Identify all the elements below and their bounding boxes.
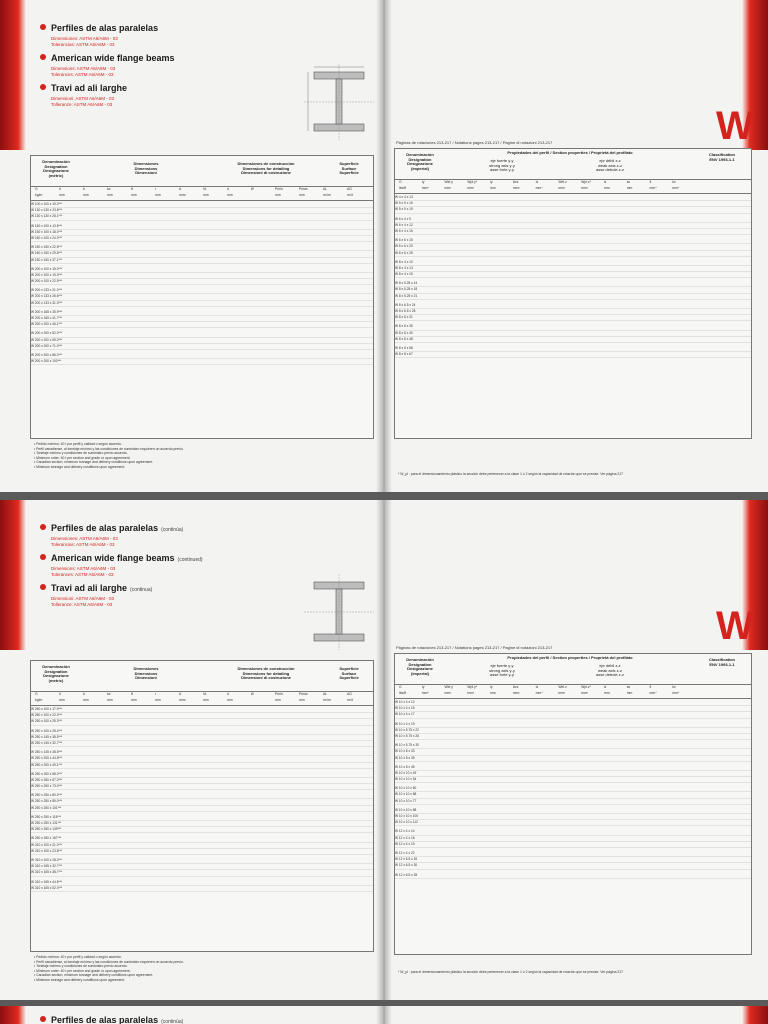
table-row: W 250 x 200 x 58.0*** [31,772,373,778]
table-row: W 250 x 145 x 32.7*** [31,741,373,747]
column-unit: mm [227,193,233,197]
column-symbol: Ø [251,692,254,696]
column-unit: mm [227,698,233,702]
column-unit: m²/m [323,193,331,197]
column-unit: mm [203,193,209,197]
table-row: W 10 x 10 x 112 [395,820,751,826]
table-row: W 12 x 4 x 16 [395,836,751,842]
table-row: W 8 x 8 x 67 [395,352,751,358]
column-unit: m²/t [347,698,353,702]
column-unit: mm [59,698,65,702]
table-row: W 6 x 4 x 9 [395,217,751,223]
table-row: W 250 x 250 x 73.0*** [31,784,373,790]
table-row: W 12 x 6.5 x 26 [395,857,751,863]
heading-american: American wide flange beams Dimensions: ASTM A6/A6M - 03 Tolerances: ASTM A6/A6M - 03 [40,48,175,78]
table-row: W 310 x 165 x 52.0*** [31,886,373,892]
column-symbol: Avz [512,685,519,689]
table-row: W 8 x 8 x 40 [395,331,751,337]
column-symbol: d [227,187,229,191]
column-unit: mm [83,698,89,702]
table-row: W 310 x 165 x 32.7*** [31,864,373,870]
table-row: W 5 x 5 x 16 [395,201,751,207]
red-edge-band [0,0,26,150]
symbol-header-row [395,179,751,194]
column-symbol: h1 [203,187,207,191]
column-symbol: iy [490,180,493,184]
table-row: W 250 x 250 x 115*** [31,815,373,821]
column-symbol: b [83,187,85,191]
table-row: W 250 x 250 x 89.0*** [31,799,373,805]
column-unit: mm [299,698,305,702]
table-row: W 250 x 145 x 38.5*** [31,750,373,756]
table-row: W 10 x 8 x 33 [395,749,751,755]
catalog-spread-3 [0,1006,768,1024]
table-row: W 8 x 5.25 x 18 [395,287,751,293]
column-symbol: Ø [251,187,254,191]
table-row: W 10 x 5.75 x 26 [395,734,751,740]
column-unit: kg/m [35,193,43,197]
column-unit: mm [155,193,161,197]
table-row: W 150 x 100 x 18.0*** [31,230,373,236]
heading-perfiles: Perfiles de alas paralelas Dimensiones: ASTM A6/A6M - 03 Tolerancias: ASTM A6/A6M - 03 [40,18,158,48]
footnote-line: • Minimum order: 40 t per section and grade or upon agreement. [34,455,131,460]
table-row: W 10 x 10 x 68 [395,792,751,798]
table-row: W 10 x 10 x 77 [395,799,751,805]
table-row: W 10 x 4 x 19 [395,722,751,728]
table-row: W 310 x 100 x 23.8*** [31,849,373,855]
table-row: W 8 x 8 x 31 [395,315,751,321]
right-page-1: W Páginas de rotaciones 213-217 / Notations pages 213-217 / Pagine di notazioni 213-217 Denominación Designation Designazione (imperial) Propiedades del perfil / Section properties / Proprietà del profilato eje fuerte y-y strong axis y-y asse forte y-y eje débil z-z weak axis z-z asse debole z-z Classification ENV 1993-1-1 G lbs/ft Iy mm⁴ Wel.y mm³ Wpl.y* mm³ iy mm Avz mm² Iz mm⁴ Wel.z mm³ Wpl.z* mm³ iz mm ss mm It mm⁴ Iw mm⁶ W 4 x 4 x 13 W 5 x 5 x 16 W 5 x 5 x 19 W 6 x 4 x 9 W 6 x 4 x 12 W 6 x 4 x 16 W 6 x 6 x 15 W 6 x 6 x 20 W 6 x 6 x 25 W 8 x 4 x 10 W 8 x 4 x 13 W 8 x 4 x 15 W 8 x 5.25 x 14 W 8 x 5.25 x 18 W 8 x 5.25 x 21 W 8 x 6.5 x 24 W 8 x 6.5 x 28 W 8 x 8 x 31 W 8 x 8 x 35 W 8 x 8 x 40 W 8 x 8 x 48 W 8 x 8 x 58 W 8 x 8 x 67 * W_pl : para el dimensionamiento plástico la sección debe pertenecer a la clase 1 ó 2 según la capacidad de rotación que se precise. Ver página 217 [384,0,768,492]
table-row: W 200 x 133 x 31.3*** [31,301,373,307]
table-row: W 250 x 200 x 49.1*** [31,763,373,769]
footnote-line: • Minimum tonnage and delivery conditions upon agreement. [34,464,126,469]
table-row: W 8 x 5.25 x 14 [395,281,751,287]
symbol-header-row [31,691,373,706]
column-unit: mm [626,186,633,190]
column-symbol: AG [347,187,352,191]
column-symbol: Iz [535,180,539,184]
column-unit: mm⁴ [535,691,543,695]
column-unit: mm³ [581,691,588,695]
dimensions-table: Denominación Designation Designazione (metric) Dimensiones Dimensions Dimensioni Dimensiones de construcción Dimensions for detailing Dimensioni di costruzione Superficie Surface Superficie G kg/m h mm b mm tw mm tf mm r mm A mm² h1 mm d mm Ø Pmin mm Pmax mm AL m²/m AG m²/t W 100 x 100 x 19.3*** W 130 x 130 x 23.8*** W 130 x 130 x 28.1*** W 150 x 100 x 13.5*** W 150 x 100 x 18.0*** W 150 x 100 x 24.0*** W 150 x 150 x 22.5*** W 150 x 150 x 29.8*** W 150 x 150 x 37.1*** W 200 x 100 x 15.0*** W 200 x 100 x 19.3*** W 200 x 100 x 22.5*** W 200 x 133 x 21.0*** W 200 x 133 x 26.6*** W 200 x 133 x 31.3*** W 200 x 165 x 35.9*** W 200 x 165 x 41.7*** W 200 x 200 x 46.1*** W 200 x 200 x 52.0*** W 200 x 200 x 59.0*** W 200 x 200 x 71.0*** W 200 x 200 x 86.0*** W 200 x 200 x 100*** [30,155,374,439]
table-row: W 250 x 100 x 25.3*** [31,719,373,725]
column-unit: m²/m [323,698,331,702]
footnote-line: • Pedido mínimo: 40 t por perfil y calidad o según acuerdo. [34,442,122,446]
column-unit: mm⁴ [421,186,429,190]
table-row: W 4 x 4 x 13 [395,195,751,201]
table-row: W 200 x 200 x 52.0*** [31,331,373,337]
table-row: W 10 x 5.75 x 22 [395,728,751,734]
table-row: W 8 x 5.25 x 21 [395,294,751,300]
column-unit: mm [155,698,161,702]
left-page-1 [0,0,384,492]
table-row: W 200 x 165 x 35.9*** [31,310,373,316]
section-properties-table: Denominación Designation Designazione (imperial) Propiedades del perfil / Section properties / Proprietà del profilato eje fuerte y-y strong axis y-y asse forte y-y eje débil z-z weak axis z-z asse debole z-z Classification ENV 1993-1-1 G lbs/ft Iy mm⁴ Wel.y mm³ Wpl.y* mm³ iy mm Avz mm² Iz mm⁴ Wel.z mm³ Wpl.z* mm³ iz mm ss mm It mm⁴ Iw mm⁶ W 10 x 4 x 12 W 10 x 4 x 15 W 10 x 4 x 17 W 10 x 4 x 19 W 10 x 5.75 x 22 W 10 x 5.75 x 26 W 10 x 5.75 x 30 W 10 x 8 x 33 W 10 x 8 x 39 W 10 x 8 x 45 W 10 x 10 x 49 W 10 x 10 x 54 W 10 x 10 x 60 W 10 x 10 x 68 W 10 x 10 x 77 W 10 x 10 x 88 W 10 x 10 x 100 W 10 x 10 x 112 W 12 x 4 x 14 W 12 x 4 x 16 W 12 x 4 x 19 W 12 x 4 x 22 W 12 x 6.5 x 26 W 12 x 6.5 x 30 W 12 x 6.5 x 35 [394,653,752,955]
table-row: W 250 x 250 x 131*** [31,821,373,827]
column-unit: mm [83,193,89,197]
column-unit: mm [275,193,281,197]
section-properties-table: Denominación Designation Designazione (imperial) Propiedades del perfil / Section properties / Proprietà del profilato eje fuerte y-y strong axis y-y asse forte y-y eje débil z-z weak axis z-z asse debole z-z Classification ENV 1993-1-1 G lbs/ft Iy mm⁴ Wel.y mm³ Wpl.y* mm³ iy mm Avz mm² Iz mm⁴ Wel.z mm³ Wpl.z* mm³ iz mm ss mm It mm⁴ Iw mm⁶ W 4 x 4 x 13 W 5 x 5 x 16 W 5 x 5 x 19 W 6 x 4 x 9 W 6 x 4 x 12 W 6 x 4 x 16 W 6 x 6 x 15 W 6 x 6 x 20 W 6 x 6 x 25 W 8 x 4 x 10 W 8 x 4 x 13 W 8 x 4 x 15 W 8 x 5.25 x 14 W 8 x 5.25 x 18 W 8 x 5.25 x 21 W 8 x 6.5 x 24 W 8 x 6.5 x 28 W 8 x 8 x 31 W 8 x 8 x 35 W 8 x 8 x 40 W 8 x 8 x 48 W 8 x 8 x 58 W 8 x 8 x 67 [394,148,752,439]
footnote-line: • Minimum tonnage and delivery conditions upon agreement. [34,977,126,982]
table-row: W 6 x 6 x 20 [395,244,751,250]
column-unit: mm [603,186,610,190]
column-symbol: Iy [421,180,425,184]
column-symbol: r [155,187,157,191]
column-unit: mm [107,698,113,702]
catalog-spread-1 [0,0,768,492]
heading-american: American wide flange beams (continued) Dimensions: ASTM A6/A6M - 03 Tolerances: ASTM A6/A6M - 03 [40,548,203,578]
column-symbol: Iw [672,685,676,689]
table-row: W 6 x 4 x 12 [395,223,751,229]
column-unit: mm² [512,186,520,190]
plastic-design-footnote: * W_pl : para el dimensionamiento plástico la sección debe pertenecer a la clase 1 ó 2 según la capacidad de rotación que se precise. Ver página 217 [398,472,624,476]
bullet-icon [40,554,46,560]
plastic-design-footnote: * W_pl : para el dimensionamiento plástico la sección debe pertenecer a la clase 1 ó 2 según la capacidad de rotación que se precise. Ver página 217 [398,970,624,974]
dimensions-table: Denominación Designation Designazione (metric) Dimensiones Dimensions Dimensioni Dimensiones de construcción Dimensions for detailing Dimensioni di costruzione Superficie Surface Superficie G kg/m h mm b mm tw mm tf mm r mm A mm² h1 mm d mm Ø Pmin mm Pmax mm AL m²/m AG m²/t W 250 x 100 x 17.9*** W 250 x 100 x 22.3*** W 250 x 100 x 25.3*** W 250 x 100 x 28.4*** W 250 x 145 x 38.5*** W 250 x 145 x 32.7*** W 250 x 145 x 38.5*** W 250 x 200 x 44.8*** W 250 x 200 x 49.1*** W 250 x 200 x 58.0*** W 250 x 250 x 67.0*** W 250 x 250 x 73.0*** W 250 x 250 x 80.0*** W 250 x 250 x 89.0*** W 250 x 250 x 101*** W 250 x 250 x 115*** W 250 x 250 x 131*** W 250 x 250 x 149*** W 250 x 250 x 167*** W 310 x 100 x 21.0*** W 310 x 100 x 23.8*** W 310 x 100 x 28.3*** W 310 x 165 x 32.7*** W 310 x 165 x 38.7*** W 310 x 165 x 44.5*** W 310 x 165 x 52.0*** [30,660,374,952]
heading-perfiles: Perfiles de alas paralelas (continúa) Dimensiones: ASTM A6/A6M - 03 Tolerancias: ASTM A6/A6M - 03 [40,518,183,548]
column-symbol: Avz [512,180,519,184]
table-row: W 10 x 10 x 60 [395,786,751,792]
footnotes-left [34,442,184,469]
table-row: W 250 x 250 x 149*** [31,827,373,833]
table-row: W 8 x 4 x 15 [395,272,751,278]
column-unit: mm⁶ [672,691,680,695]
i-beam-cross-section-icon [300,62,378,142]
table-row: W 10 x 5.75 x 30 [395,743,751,749]
column-symbol: Wpl.y* [467,180,478,184]
table-row: W 310 x 165 x 38.7*** [31,870,373,876]
column-symbol: r [155,692,157,696]
table-row: W 310 x 165 x 44.5*** [31,880,373,886]
column-symbol: Iw [672,180,676,184]
table-row: W 250 x 100 x 28.4*** [31,729,373,735]
column-symbol: d [227,692,229,696]
column-unit: mm³ [444,691,452,695]
column-unit: mm [203,698,209,702]
column-symbol: G [399,180,402,184]
left-page-2 [0,500,384,1000]
column-symbol: Iz [535,685,539,689]
table-row: W 150 x 150 x 37.1*** [31,258,373,264]
footnote-line: • Pedido mínimo: 40 t por perfil y calidad o según acuerdo. [34,955,122,959]
table-row: W 250 x 145 x 38.5*** [31,735,373,741]
column-symbol: A [179,692,182,696]
footnote-line: • Canadian section, minimum tonnage and delivery conditions upon agreement. [34,973,154,977]
column-unit: mm² [179,193,186,197]
table-row: W 10 x 4 x 12 [395,700,751,706]
column-symbol: Pmin [275,692,283,696]
heading-travi: Travi ad ali larghe Dimensioni: ASTM A6/A6M - 03 Tolleranze: ASTM A6/A6M - 03 [40,78,127,108]
table-row: W 8 x 6.5 x 28 [395,309,751,315]
footnote-line: • Canadian section, minimum tonnage and delivery conditions upon agreement. [34,460,154,464]
table-row: W 150 x 100 x 13.5*** [31,224,373,230]
bullet-icon [40,54,46,60]
table-row: W 130 x 130 x 28.1*** [31,214,373,220]
column-unit: mm [490,186,496,190]
column-unit: lbs/ft [399,691,407,695]
dimension-rows [31,707,373,892]
footnotes-left [34,955,184,982]
heading-travi: Travi ad ali larghe (continua) Dimensioni: ASTM A6/A6M - 03 Tolleranze: ASTM A6/A6M - 03 [40,578,152,608]
column-unit: kg/m [35,698,43,702]
column-symbol: tw [107,187,111,191]
column-unit: mm² [512,691,520,695]
column-symbol: Wpl.z* [581,685,591,689]
column-unit: mm⁴ [649,691,657,695]
column-symbol: AL [323,692,328,696]
column-unit: mm⁴ [421,691,429,695]
column-unit: mm² [179,698,186,702]
column-symbol: Pmin [275,187,283,191]
column-symbol: Iy [421,685,425,689]
table-row: W 200 x 200 x 86.0*** [31,353,373,359]
table-row: W 10 x 4 x 15 [395,706,751,712]
symbol-header-row [395,684,751,699]
column-symbol: h1 [203,692,207,696]
property-rows [395,195,751,358]
column-symbol: A [179,187,182,191]
table-row: W 6 x 6 x 15 [395,238,751,244]
table-row: W 310 x 100 x 28.3*** [31,858,373,864]
column-unit: mm³ [467,186,475,190]
column-unit: mm⁴ [649,186,657,190]
bullet-icon [40,84,46,90]
property-rows [395,700,751,879]
column-symbol: AG [347,692,352,696]
dimension-rows [31,202,373,365]
table-row: W 250 x 100 x 17.9*** [31,707,373,713]
table-row: W 200 x 100 x 19.3*** [31,273,373,279]
column-symbol: G [35,187,38,191]
table-row: W 150 x 150 x 22.5*** [31,245,373,251]
table-row: W 6 x 4 x 16 [395,229,751,235]
column-unit: mm³ [558,691,566,695]
column-symbol: Pmax [299,692,308,696]
column-symbol: tf [131,692,133,696]
table-row: W 200 x 100 x 22.5*** [31,279,373,285]
table-row: W 200 x 100 x 15.0*** [31,267,373,273]
column-symbol: G [35,692,38,696]
table-row: W 8 x 8 x 35 [395,324,751,330]
table-row: W 8 x 4 x 10 [395,260,751,266]
column-unit: mm [603,691,610,695]
table-row: W 8 x 8 x 48 [395,337,751,343]
column-unit: mm³ [581,186,588,190]
table-row: W 200 x 200 x 100*** [31,359,373,365]
column-symbol: Wpl.z* [581,180,591,184]
column-unit: mm⁶ [672,186,680,190]
column-symbol: Pmax [299,187,308,191]
table-row: W 5 x 5 x 19 [395,207,751,213]
column-symbol: h [59,187,61,191]
column-unit: mm [131,698,137,702]
series-letter: W [716,104,754,148]
table-row: W 200 x 165 x 41.7*** [31,316,373,322]
table-row: W 8 x 4 x 13 [395,266,751,272]
table-row: W 8 x 8 x 58 [395,346,751,352]
column-unit: mm³ [444,186,452,190]
column-unit: lbs/ft [399,186,407,190]
table-row: W 250 x 250 x 101*** [31,806,373,812]
footnote-line: • Tonelaje mínimo y condiciones de suministro previo acuerdo. [34,451,128,455]
column-symbol: b [83,692,85,696]
heading-perfiles: Perfiles de alas paralelas (continúa) [40,1010,183,1024]
column-unit: m²/t [347,193,353,197]
table-row: W 6 x 6 x 25 [395,251,751,257]
table-row: W 10 x 10 x 88 [395,808,751,814]
table-row: W 200 x 133 x 26.6*** [31,294,373,300]
column-symbol: h [59,692,61,696]
column-symbol: Wpl.y* [467,685,478,689]
catalog-spread-2 [0,500,768,1000]
column-unit: mm³ [467,691,475,695]
column-unit: mm³ [558,186,566,190]
table-row: W 250 x 250 x 80.0*** [31,793,373,799]
column-symbol: iz [603,180,607,184]
table-row: W 10 x 10 x 49 [395,771,751,777]
column-unit: mm [490,691,496,695]
table-row: W 12 x 6.5 x 30 [395,863,751,869]
column-symbol: iz [603,685,607,689]
column-symbol: G [399,685,402,689]
column-unit: mm⁴ [535,186,543,190]
table-row: W 200 x 200 x 46.1*** [31,322,373,328]
book-gutter [376,0,392,492]
bullet-icon [40,1016,46,1022]
column-symbol: It [649,685,652,689]
table-row: W 10 x 8 x 39 [395,756,751,762]
i-beam-cross-section-icon [300,572,378,652]
table-row: W 250 x 250 x 67.0*** [31,778,373,784]
table-row: W 250 x 200 x 44.8*** [31,756,373,762]
column-symbol: Wel.y [444,180,453,184]
table-row: W 200 x 133 x 21.0*** [31,288,373,294]
column-symbol: Wel.z [558,685,567,689]
column-unit: mm [626,691,633,695]
series-letter: W [716,604,754,648]
footnote-line: • Perfil canadiense, al tonelaje mínimo y las condiciones de suministro requieren un acuerdo previo. [34,446,184,451]
table-row: W 200 x 200 x 59.0*** [31,338,373,344]
table-row: W 150 x 150 x 29.8*** [31,251,373,257]
table-row: W 12 x 4 x 19 [395,842,751,848]
column-unit: mm [59,193,65,197]
table-row: W 200 x 200 x 71.0*** [31,344,373,350]
column-symbol: ss [626,685,631,689]
column-symbol: tf [131,187,133,191]
column-unit: mm [131,193,137,197]
table-row: W 10 x 10 x 100 [395,814,751,820]
table-row: W 310 x 100 x 21.0*** [31,843,373,849]
footnote-line: • Tonelaje mínimo y condiciones de suministro previo acuerdo. [34,964,128,968]
bullet-icon [40,524,46,530]
symbol-header-row [31,186,373,201]
table-row: W 150 x 100 x 24.0*** [31,236,373,242]
footnote-line: • Perfil canadiense, al tonelaje mínimo y las condiciones de suministro requieren un acuerdo previo. [34,959,184,964]
red-edge-band [0,500,26,650]
column-symbol: iy [490,685,493,689]
table-row: W 8 x 6.5 x 24 [395,303,751,309]
table-row: W 250 x 100 x 22.3*** [31,713,373,719]
book-gutter [376,500,392,1000]
table-row: W 130 x 130 x 23.8*** [31,208,373,214]
column-symbol: It [649,180,652,184]
column-symbol: AL [323,187,328,191]
column-symbol: Wel.y [444,685,453,689]
footnote-line: • Minimum order: 40 t per section and grade or upon agreement. [34,968,131,973]
column-symbol: ss [626,180,631,184]
column-unit: mm [275,698,281,702]
bullet-icon [40,24,46,30]
table-row: W 10 x 8 x 45 [395,765,751,771]
table-row: W 12 x 4 x 22 [395,851,751,857]
table-row: W 10 x 4 x 17 [395,712,751,718]
column-unit: mm [107,193,113,197]
bullet-icon [40,584,46,590]
table-row: W 100 x 100 x 19.3*** [31,202,373,208]
table-row: W 10 x 10 x 54 [395,777,751,783]
column-symbol: tw [107,692,111,696]
table-row: W 250 x 250 x 167*** [31,836,373,842]
right-page-2: W Páginas de rotaciones 213-217 / Notations pages 213-217 / Pagine di notazioni 213-217 Denominación Designation Designazione (imperial) Propiedades del perfil / Section properties / Proprietà del profilato eje fuerte y-y strong axis y-y asse forte y-y eje débil z-z weak axis z-z asse debole z-z Classification ENV 1993-1-1 G lbs/ft Iy mm⁴ Wel.y mm³ Wpl.y* mm³ iy mm Avz mm² Iz mm⁴ Wel.z mm³ Wpl.z* mm³ iz mm ss mm It mm⁴ Iw mm⁶ W 10 x 4 x 12 W 10 x 4 x 15 W 10 x 4 x 17 W 10 x 4 x 19 W 10 x 5.75 x 22 W 10 x 5.75 x 26 W 10 x 5.75 x 30 W 10 x 8 x 33 W 10 x 8 x 39 W 10 x 8 x 45 W 10 x 10 x 49 W 10 x 10 x 54 W 10 x 10 x 60 W 10 x 10 x 68 W 10 x 10 x 77 W 10 x 10 x 88 W 10 x 10 x 100 W 10 x 10 x 112 W 12 x 4 x 14 W 12 x 4 x 16 W 12 x 4 x 19 W 12 x 4 x 22 W 12 x 6.5 x 26 W 12 x 6.5 x 30 W 12 x 6.5 x 35 * W_pl : para el dimensionamiento plástico la sección debe pertenecer a la clase 1 ó 2 según la capacidad de rotación que se precise. Ver página 217 [384,500,768,1000]
column-symbol: Wel.z [558,180,567,184]
column-unit: mm [299,193,305,197]
table-row: W 12 x 4 x 14 [395,829,751,835]
table-row: W 12 x 6.5 x 35 [395,873,751,879]
